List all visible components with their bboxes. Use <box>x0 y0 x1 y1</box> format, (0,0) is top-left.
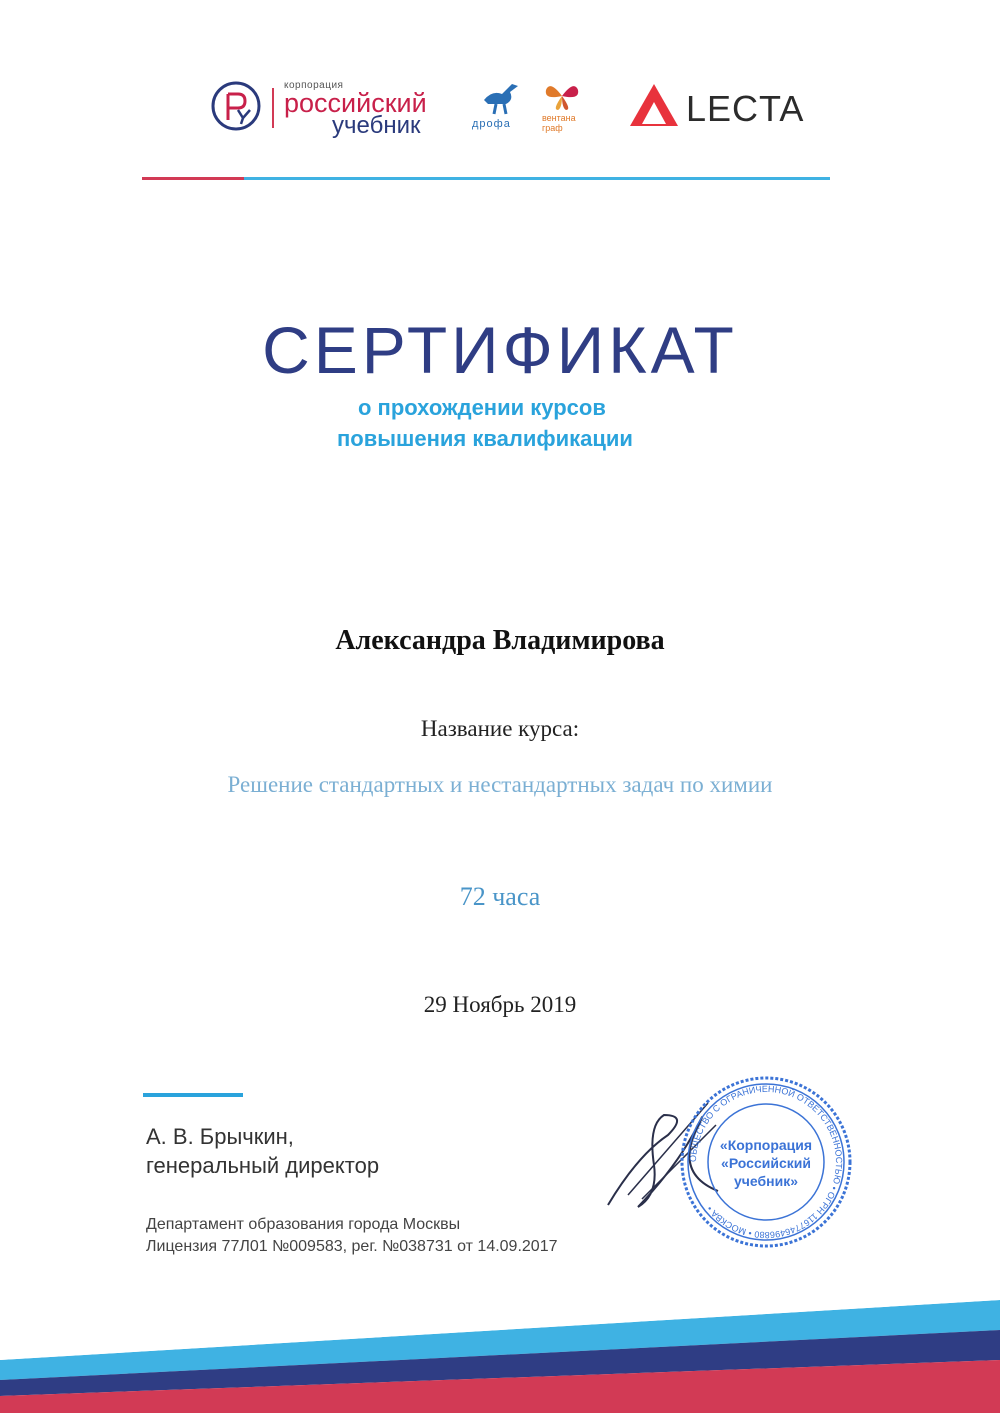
logo-rossiyskiy-uchebnik <box>210 80 450 140</box>
department-text: Департамент образования города Москвы <box>146 1216 461 1233</box>
butterfly-icon <box>544 80 580 112</box>
header-rule-red <box>142 177 244 180</box>
signatory-role: генеральный директор <box>146 1153 380 1178</box>
logo-line2: учебник <box>332 112 421 139</box>
course-title: Решение стандартных и нестандартных задач по химии <box>227 772 773 797</box>
certificate-subtitle-line1: о прохождении курсов <box>358 395 606 420</box>
seal-line1: «Корпорация <box>719 1137 813 1153</box>
seal-line3: учебник» <box>733 1173 799 1189</box>
company-seal <box>678 1074 854 1250</box>
course-label: Название курса: <box>420 716 580 741</box>
logo-small-text: корпорация <box>284 80 344 91</box>
header-rule-blue <box>244 177 830 180</box>
course-hours: 72 часа <box>459 882 541 911</box>
ventana-line1: вентана <box>542 113 576 123</box>
ru-monogram-icon <box>210 80 262 132</box>
logo-lecta <box>628 82 805 138</box>
logo-drofa <box>470 78 530 138</box>
signatory-name: А. В. Брычкин, <box>146 1124 294 1149</box>
logo-ventana-graf <box>540 80 590 140</box>
lecta-wordmark: LECTA <box>686 88 805 129</box>
recipient-name: Александра Владимирова <box>335 625 665 656</box>
issue-date: 29 Ноябрь 2019 <box>423 992 577 1017</box>
ventana-line2: граф <box>542 123 563 133</box>
seal-line2: «Российский <box>721 1155 811 1171</box>
bird-icon <box>478 78 522 116</box>
seal-ring-text: ОБЩЕСТВО С ОГРАНИЧЕННОЙ ОТВЕТСТВЕННОСТЬЮ • ОГРН 1167746496880 • МОСКВА • <box>687 1083 845 1241</box>
ventana-caption <box>542 113 576 133</box>
logo-line1: российский <box>284 88 427 118</box>
logo-divider <box>272 88 274 128</box>
license-text: Лицензия 77Л01 №009583, рег. №038731 от 14.09.2017 <box>146 1238 558 1255</box>
lecta-mark-icon <box>628 82 680 134</box>
footer-stripes <box>0 1290 1000 1413</box>
signature-accent-bar <box>143 1093 243 1097</box>
certificate-title: СЕРТИФИКАТ <box>262 313 738 387</box>
certificate-subtitle-line2: повышения квалификации <box>337 426 633 451</box>
drofa-caption: дрофа <box>472 118 511 130</box>
